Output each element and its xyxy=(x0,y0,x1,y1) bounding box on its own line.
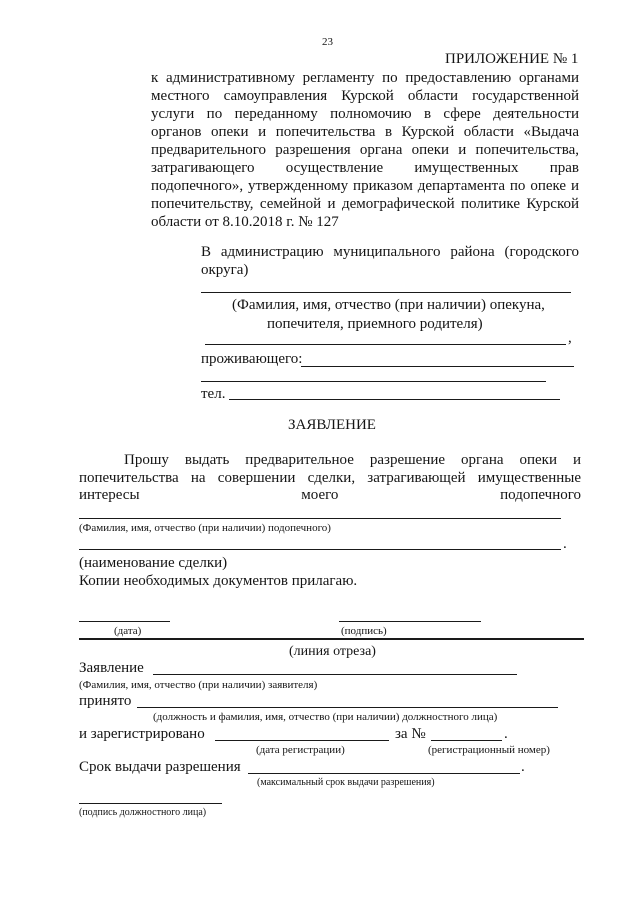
official-signature-line[interactable] xyxy=(79,803,222,804)
appendix-line: местного самоуправления Курской области государственной xyxy=(151,88,579,104)
residing-address-line-2[interactable] xyxy=(201,381,546,382)
appendix-line: предварительного разрешения органа опеки и попечительства, xyxy=(151,142,579,158)
addressee-line2: округа) xyxy=(201,262,249,278)
registration-number-line[interactable] xyxy=(431,740,502,741)
applicant-line[interactable] xyxy=(153,674,517,675)
number-period: . xyxy=(504,726,508,742)
registration-date-caption: (дата регистрации) xyxy=(256,744,345,756)
signature-caption: (подпись) xyxy=(341,625,387,637)
deadline-caption: (максимальный срок выдачи разрешения) xyxy=(257,777,435,788)
registration-number-caption: (регистрационный номер) xyxy=(428,744,550,756)
phone-line[interactable] xyxy=(229,399,560,400)
page-number: 23 xyxy=(322,36,333,48)
applicant-name-line[interactable] xyxy=(201,292,571,293)
phone-label: тел. xyxy=(201,386,226,402)
deadline-label: Срок выдачи разрешения xyxy=(79,759,241,775)
official-caption: (должность и фамилия, имя, отчество (при наличии) должностного лица) xyxy=(153,711,498,723)
ward-fio-caption: (Фамилия, имя, отчество (при наличии) подопечного) xyxy=(79,522,331,534)
accepted-label: принято xyxy=(79,693,132,709)
date-line[interactable] xyxy=(79,621,170,622)
applicant-fio-caption-1: (Фамилия, имя, отчество (при наличии) опекуна, xyxy=(232,297,545,313)
appendix-line: подопечного», утвержденному приказом департамента по опеке и xyxy=(151,178,579,194)
copies-text: Копии необходимых документов прилагаю. xyxy=(79,573,358,589)
ward-name-line[interactable] xyxy=(79,518,561,519)
statement-line-3 xyxy=(79,487,581,504)
residing-address-line[interactable] xyxy=(301,366,574,367)
appendix-line: органов опеки и попечительства в Курской области «Выдача xyxy=(151,124,579,140)
statement-word-my: моего xyxy=(301,487,339,503)
statement-line-1: Прошу выдать предварительное разрешение органа опеки и xyxy=(124,452,581,468)
appendix-line: затрагивающего осуществление имущественных прав xyxy=(151,160,579,176)
statement-title: ЗАЯВЛЕНИЕ xyxy=(288,417,376,433)
registration-date-line[interactable] xyxy=(215,740,389,741)
registered-label: и зарегистрировано xyxy=(79,726,205,742)
signature-line[interactable] xyxy=(339,621,481,622)
appendix-title: ПРИЛОЖЕНИЕ № 1 xyxy=(445,51,579,67)
applicant-name-cont-line[interactable] xyxy=(205,344,566,345)
deal-name-line[interactable] xyxy=(79,549,561,550)
applicant-caption: (Фамилия, имя, отчество (при наличии) заявителя) xyxy=(79,679,318,691)
appendix-line-last: области от 8.10.2018 г. № 127 xyxy=(151,214,339,230)
deal-caption: (наименование сделки) xyxy=(79,555,228,571)
comma: , xyxy=(568,330,572,346)
official-line[interactable] xyxy=(137,707,558,708)
residing-label: проживающего: xyxy=(201,351,303,367)
deadline-line[interactable] xyxy=(248,773,520,774)
applicant-fio-caption-2: попечителя, приемного родителя) xyxy=(267,316,483,332)
cut-line-caption: (линия отреза) xyxy=(289,644,376,659)
statement-word-interests: интересы xyxy=(79,487,140,503)
official-signature-caption: (подпись должностного лица) xyxy=(79,807,207,818)
statement-word-ward: подопечного xyxy=(500,487,581,503)
appendix-line: попечительству, семейной и демографической политике Курской xyxy=(151,196,579,212)
appendix-line: к административному регламенту по предоставлению органами xyxy=(151,70,579,86)
receipt-statement-label: Заявление xyxy=(79,660,144,676)
addressee-line1: В администрацию муниципального района (городского xyxy=(201,244,579,260)
deal-period: . xyxy=(563,536,567,552)
cut-line xyxy=(79,638,584,640)
deadline-period: . xyxy=(521,759,525,775)
appendix-text xyxy=(151,70,579,232)
appendix-line: услуги по переданному полномочию в сфере деятельности xyxy=(151,106,579,122)
statement-line-2: попечительства на совершении сделки, затрагивающей имущественные xyxy=(79,470,581,486)
number-label: за № xyxy=(395,726,426,742)
date-caption: (дата) xyxy=(114,625,142,637)
